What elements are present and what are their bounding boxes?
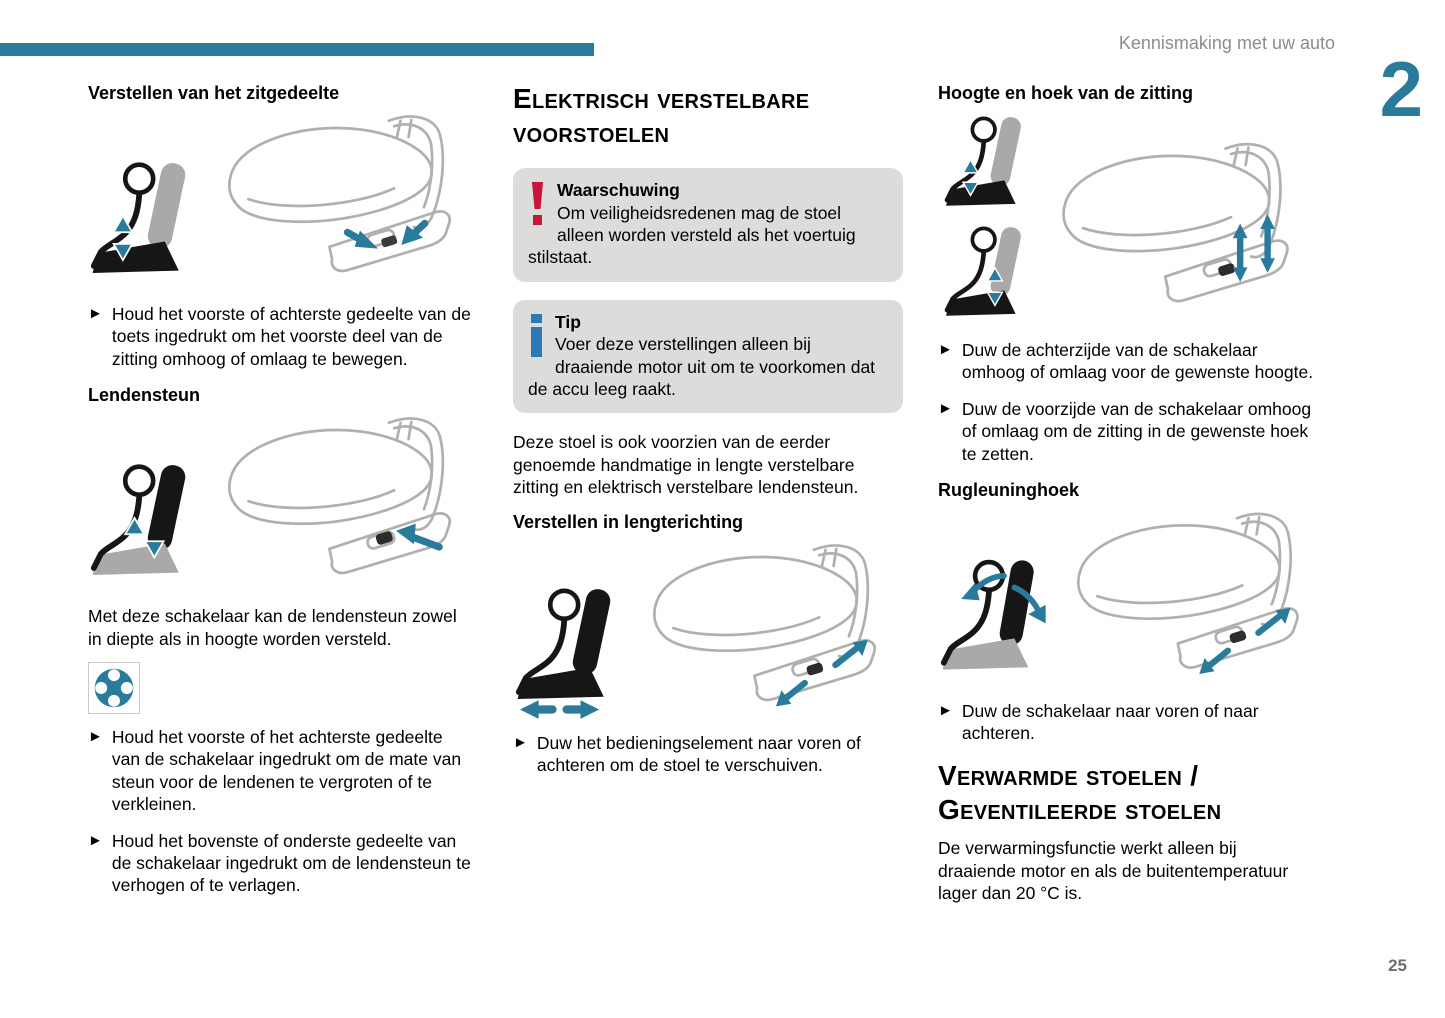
- slide-arrows-icon: [776, 639, 868, 706]
- warning-icon: [530, 182, 545, 226]
- lumbar-switch-icon: [88, 662, 140, 714]
- bullet-arrow-icon: ►: [938, 341, 953, 359]
- section-title-hoogte-hoek: Hoogte en hoek van de zitting: [938, 83, 1194, 103]
- instruction-bullet: [88, 303, 471, 370]
- tip-label: Tip: [555, 311, 581, 332]
- bullet-text: Duw de schakelaar naar voren of naar achteren.: [961, 701, 1259, 744]
- height-angle-illustration: [938, 109, 1316, 327]
- section-title-zitgedeelte: Verstellen van het zitgedeelte: [88, 83, 340, 103]
- tip-box: [513, 300, 903, 414]
- length-adjust-illustration: [513, 538, 903, 720]
- instruction-bullet: [938, 700, 1316, 745]
- slide-arrows-icon: [1200, 608, 1291, 674]
- bullet-text: Houd het bovenste of onderste gedeelte van de schakelaar ingedrukt om de lendensteun te verhogen of te verlagen.: [111, 830, 471, 896]
- person-seat-pictogram: [88, 149, 216, 291]
- seat-line-drawing: [216, 109, 468, 291]
- pointer-arrow-icon: [396, 524, 439, 547]
- lumbar-intro-text: Met deze schakelaar kan de lendensteun zowel in diepte als in hoogte worden versteld.: [88, 606, 457, 649]
- page-number: 25: [1388, 956, 1407, 975]
- seat-line-drawing: [1050, 131, 1306, 327]
- bullet-text: Houd het voorste of het achterste gedeelte van de schakelaar ingedrukt om de mate van steun voor de lendenen te vergroten of te verkleinen.: [111, 727, 462, 815]
- lumbar-adjust-illustration: [88, 411, 471, 593]
- instruction-bullet: [513, 732, 903, 777]
- instruction-bullet: [88, 830, 471, 897]
- section-title-lengterichting: Verstellen in lengterichting: [513, 511, 744, 532]
- bullet-text: Duw de achterzijde van de schakelaar omhoog of omlaag voor de gewenste hoogte.: [961, 340, 1314, 383]
- bullet-arrow-icon: ►: [513, 733, 528, 751]
- main-title-verwarmde-stoelen: Verwarmde stoelen / Geventileerde stoelen: [938, 759, 1222, 825]
- running-header: Kennismaking met uw auto: [1118, 33, 1335, 53]
- seat-line-drawing: [641, 538, 893, 720]
- switch-knob: [1229, 630, 1247, 644]
- person-seat-pictogram: [938, 109, 1050, 217]
- left-column: [88, 82, 471, 911]
- switch-knob: [1217, 262, 1236, 276]
- middle-column: [513, 82, 903, 790]
- switch-knob: [806, 662, 824, 676]
- seat-line-drawing: [216, 411, 468, 593]
- right-column: [938, 82, 1316, 916]
- pictogram-stack: [938, 109, 1050, 327]
- bullet-arrow-icon: ►: [88, 728, 103, 746]
- main-title-elektrisch: Elektrisch verstelbare voorstoelen: [513, 83, 810, 149]
- person-seat-pictogram: [938, 546, 1065, 688]
- bullet-arrow-icon: ►: [938, 702, 953, 720]
- warning-text: Om veiligheidsredenen mag de stoel alleen worden versteld als het voertuig stilstaat.: [528, 202, 856, 268]
- person-seat-pictogram: [513, 578, 641, 720]
- instruction-bullet: [938, 339, 1316, 384]
- bullet-text: Houd het voorste of achterste gedeelte van de toets ingedrukt om het voorste deel van de zitting omhoog of omlaag te bewegen.: [111, 304, 471, 369]
- section-title-lendensteun: Lendensteun: [88, 385, 201, 406]
- instruction-bullet: [938, 398, 1316, 465]
- person-seat-pictogram: [938, 219, 1050, 327]
- seat-line-drawing: [1065, 506, 1316, 688]
- instruction-bullet: [88, 726, 471, 816]
- warning-label: Waarschuwing: [557, 180, 680, 201]
- warning-box: [513, 168, 903, 282]
- bullet-arrow-icon: ►: [88, 831, 103, 849]
- info-icon: [530, 314, 543, 358]
- seat-front-height-illustration: [88, 109, 471, 291]
- section-title-rugleuninghoek: Rugleuninghoek: [938, 479, 1079, 500]
- accent-bar: [0, 43, 594, 56]
- bullet-arrow-icon: ►: [938, 399, 953, 417]
- person-seat-pictogram: [88, 451, 216, 593]
- backrest-angle-illustration: [938, 506, 1316, 688]
- electric-seat-paragraph: Deze stoel is ook voorzien van de eerder genoemde handmatige in lengte verstelbare zitting en elektrisch verstelbare lendensteun.: [513, 432, 859, 498]
- left-right-arrows-icon: [520, 700, 599, 719]
- tip-text: Voer deze verstellingen alleen bij draaiende motor uit om te voorkomen dat de accu leeg raakt.: [528, 334, 876, 400]
- bullet-arrow-icon: ►: [88, 305, 103, 323]
- heated-seats-paragraph: De verwarmingsfunctie werkt alleen bij draaiende motor en als de buitentemperatuur lager dan 20 °C is.: [938, 838, 1289, 903]
- switch-knob: [381, 235, 398, 248]
- bullet-text: Duw het bedieningselement naar voren of achteren om de stoel te verschuiven.: [536, 732, 861, 776]
- chapter-number: 2: [1379, 45, 1423, 133]
- bullet-text: Duw de voorzijde van de schakelaar omhoog of omlaag om de zitting in de gewenste hoek te zetten.: [961, 398, 1312, 464]
